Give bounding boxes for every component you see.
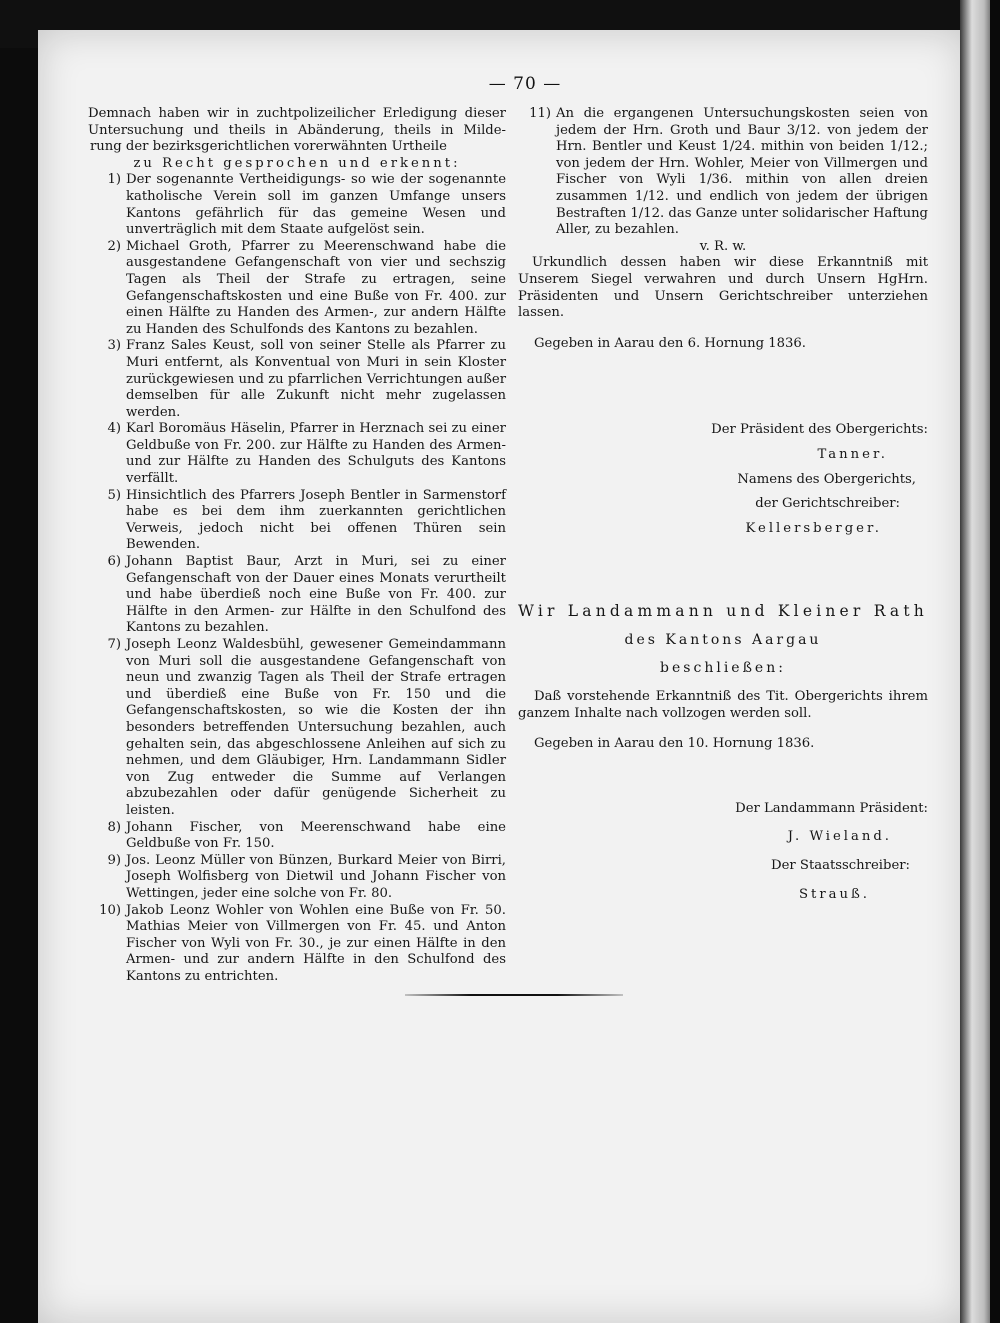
- vrw-abbreviation: v. R. w.: [699, 238, 747, 254]
- verdict-item-9: [88, 853, 506, 903]
- verdict-item-3: [88, 338, 506, 421]
- landammann-name: J. Wieland.: [787, 829, 892, 845]
- verdict-item-2: [88, 239, 506, 339]
- clerk-title: der Gerichtschreiber:: [755, 496, 900, 512]
- council-verb: beschließen:: [660, 660, 786, 677]
- verdict-item-10: [88, 903, 506, 986]
- verdict-heading: zu Recht gesprochen und erkennt:: [133, 155, 461, 171]
- item-text: Jos. Leonz Müller von Bünzen, Burkard Meier von Birri, Joseph Wolfisberg von Dietwil und Johann Fischer von Wettingen, jeder eine solche von Fr. 80.: [126, 852, 506, 901]
- item-number: 4): [107, 421, 121, 437]
- end-rule: [405, 994, 623, 996]
- item-text: Hinsichtlich des Pfarrers Joseph Bentler in Sarmenstorf habe es bei dem ihm zuerkannten gerichtlichen Verweis, jedoch nicht bei offenen Thüren sein Bewenden.: [126, 487, 506, 553]
- council-heading: Wir Landammann und Kleiner Rath: [518, 602, 928, 621]
- verdict-item-11: [518, 106, 928, 239]
- item-number: 10): [99, 902, 121, 918]
- verdict-item-5: [88, 488, 506, 554]
- council-subheading: des Kantons Aargau: [624, 631, 822, 648]
- intro-line-3: rung der bezirksgerichtlichen vorerwähnten Urtheile: [90, 139, 447, 155]
- item-text: Karl Boromäus Häselin, Pfarrer in Herznach sei zu einer Geldbuße von Fr. 200. zur Hälfte zu Handen des Armen- und zur Hälfte zu Handen des Schulguts des Kantons verfällt.: [126, 421, 506, 487]
- item-number: 2): [107, 238, 121, 254]
- page-number: — 70 —: [488, 74, 562, 94]
- certification-text: Urkundlich dessen haben wir diese Erkanntniß mit Unserem Siegel verwahren und durch Unsern HgHrn. Präsidenten und Unsern Gerichtschreiber unterziehen lassen.: [518, 255, 928, 321]
- clerk-name: Kellersberger.: [745, 520, 882, 536]
- intro-line-1: Demnach haben wir in zuchtpolizeilicher Erledigung dieser: [88, 106, 506, 121]
- item-text: Der sogenannte Vertheidigungs- so wie der sogenannte katholische Verein soll im ganzen Umfange unsers Kantons gefährlich für das gemeine Wesen und unverträglich mit dem Staate aufgelöst sein.: [126, 172, 506, 238]
- item-number: 7): [107, 637, 121, 652]
- item-text: Franz Sales Keust, soll von seiner Stelle als Pfarrer zu Muri entfernt, als Konventual von Muri in sein Kloster zurückgewiesen und zu pfarrlichen Verrichtungen außer demselben für alle Zukunft nicht mehr zugelassen werden.: [126, 338, 506, 420]
- on-behalf-line: Namens des Obergerichts,: [737, 471, 916, 487]
- item-text: Michael Groth, Pfarrer zu Meerenschwand habe die ausgestandene Gefangenschaft von vier und sechszig Tagen als Theil der Strafe zu ertragen, seine Gefangenschaftskosten und eine Buße von Fr. 400. zur einen Hälfte zu Handen des Armen-, zur andern Hälfte zu Handen des Schulfonds des Kantons zu bezahlen.: [126, 238, 506, 337]
- verdict-item-7: [88, 637, 506, 820]
- president-name: Tanner.: [817, 446, 888, 462]
- intro-line-2: Untersuchung und theils in Abänderung, theils in Milde-: [88, 122, 506, 138]
- verdict-item-1: [88, 172, 506, 238]
- item-text: Jakob Leonz Wohler von Wohlen eine Buße von Fr. 50. Mathias Meier von Villmergen von Fr. 45. und Anton Fischer von Wyli von Fr. 30., je zur einen Hälfte in den Armen- und zur andern Hälfte in den Schulfond des Kantons zu entrichten.: [126, 902, 506, 984]
- item-number: 6): [107, 554, 121, 570]
- verdict-item-4: [88, 421, 506, 487]
- decision-text: Daß vorstehende Erkanntniß des Tit. Obergerichts ihrem ganzem Inhalte nach vollzogen werden soll.: [518, 689, 928, 721]
- date-obergericht: Gegeben in Aarau den 6. Hornung 1836.: [534, 335, 806, 351]
- verdict-item-8: [88, 820, 506, 853]
- item-number: 8): [107, 819, 121, 835]
- right-column: [518, 106, 928, 903]
- item-text: Johann Fischer, von Meerenschwand habe eine Geldbuße von Fr. 150.: [126, 819, 506, 852]
- item-number: 3): [107, 338, 121, 354]
- item-number: 11): [529, 106, 551, 121]
- left-column: [88, 106, 506, 985]
- scan-border-right: [990, 0, 1000, 1323]
- item-number: 9): [107, 852, 121, 868]
- item-text: An die ergangenen Untersuchungskosten seien von jedem der Hrn. Groth und Baur 3/12. von jedem der Hrn. Bentler und Keust 1/24. mithin von beiden 1/12.; von jedem der Hrn. Wohler, Meier von Villmergen und Fischer von Wyli 1/36. mithin von allen dreien zusammen 1/12. und endlich von jedem der übrigen Bestraften 1/12. das Ganze unter solidarischer Haftung Aller, zu bezahlen.: [556, 106, 928, 238]
- landammann-title: Der Landammann Präsident:: [735, 800, 928, 816]
- secretary-title: Der Staatsschreiber:: [771, 858, 910, 874]
- secretary-name: Strauß.: [799, 886, 870, 902]
- item-text: Joseph Leonz Waldesbühl, gewesener Gemeindammann von Muri soll die ausgestandene Gefangenschaft von neun und zwanzig Tagen als Theil der Strafe ertragen und überdieß eine Buße von Fr. 150 und die Gefangenschaftskosten, so wie die Kosten der ihn besonders betreffenden Untersuchung bezahlen, auch gehalten sein, das abgeschlossene Anleihen auf sich zu nehmen, und dem Gläubiger, Hrn. Landammann Sidler von Zug entweder die Summe auf Verlangen abzubezahlen oder dafür genügende Sicherheit zu leisten.: [126, 637, 506, 818]
- item-number: 1): [107, 172, 121, 188]
- item-text: Johann Baptist Baur, Arzt in Muri, sei zu einer Gefangenschaft von der Dauer eines Monats verurtheilt und habe überdieß noch eine Buße von Fr. 400. zur Hälfte in den Armen- zur Hälfte in den Schulfond des Kantons zu bezahlen.: [126, 554, 506, 636]
- verdict-item-6: [88, 554, 506, 637]
- president-title: Der Präsident des Obergerichts:: [711, 422, 928, 438]
- date-council: Gegeben in Aarau den 10. Hornung 1836.: [534, 736, 815, 752]
- item-number: 5): [107, 487, 121, 503]
